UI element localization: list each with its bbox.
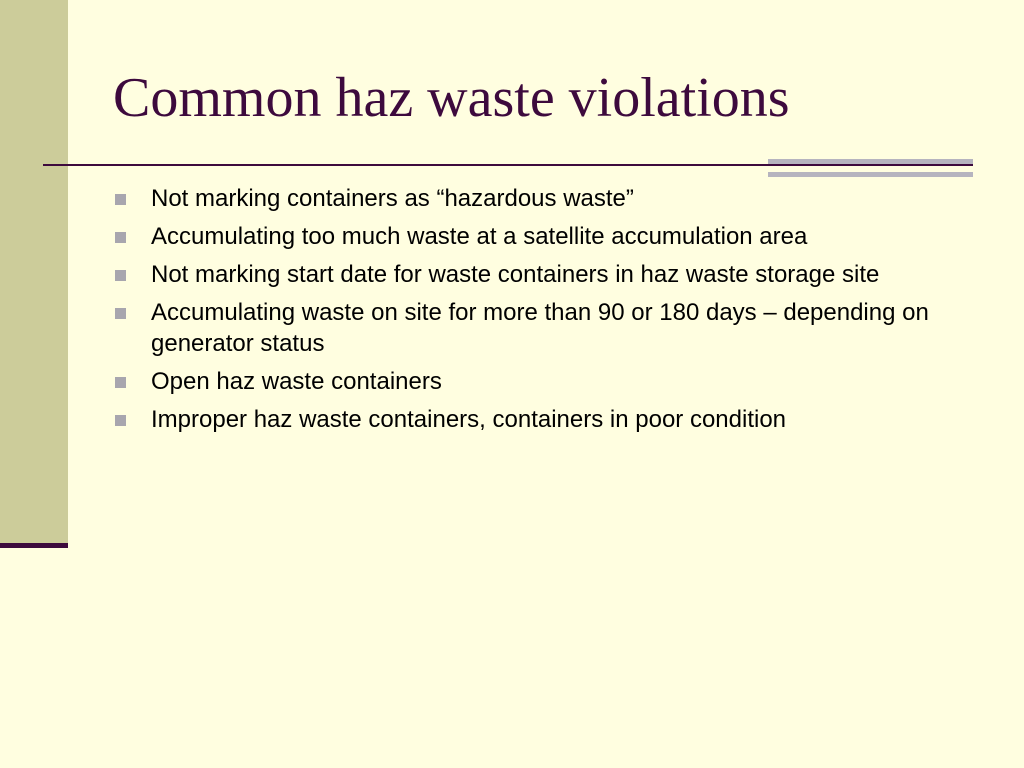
bullet-item: [113, 221, 983, 252]
side-bar: [0, 0, 68, 545]
bullet-item: [113, 366, 983, 397]
square-bullet-icon: [115, 377, 126, 388]
square-bullet-icon: [115, 232, 126, 243]
side-bar-accent-line: [0, 543, 68, 548]
bullet-item: [113, 404, 983, 435]
bullet-item: [113, 259, 983, 290]
bullet-text: Improper haz waste containers, containers in poor condition: [151, 406, 787, 433]
bullet-text: Open haz waste containers: [151, 368, 442, 395]
square-bullet-icon: [115, 308, 126, 319]
decorative-stripe-top: [768, 159, 973, 164]
square-bullet-icon: [115, 194, 126, 205]
square-bullet-icon: [115, 415, 126, 426]
bullet-item: [113, 183, 983, 214]
slide-title: Common haz waste violations: [113, 67, 790, 129]
title-underline: [43, 164, 973, 166]
bullet-text: Not marking containers as “hazardous waste”: [151, 185, 634, 212]
square-bullet-icon: [115, 270, 126, 281]
bullet-list: [113, 183, 983, 442]
bullet-item: [113, 297, 983, 359]
bullet-text: Accumulating waste on site for more than 90 or 180 days – depending on generator status: [151, 299, 929, 357]
decorative-stripe-bottom: [768, 172, 973, 177]
bullet-text: Not marking start date for waste containers in haz waste storage site: [151, 261, 880, 288]
bullet-text: Accumulating too much waste at a satellite accumulation area: [151, 223, 808, 250]
